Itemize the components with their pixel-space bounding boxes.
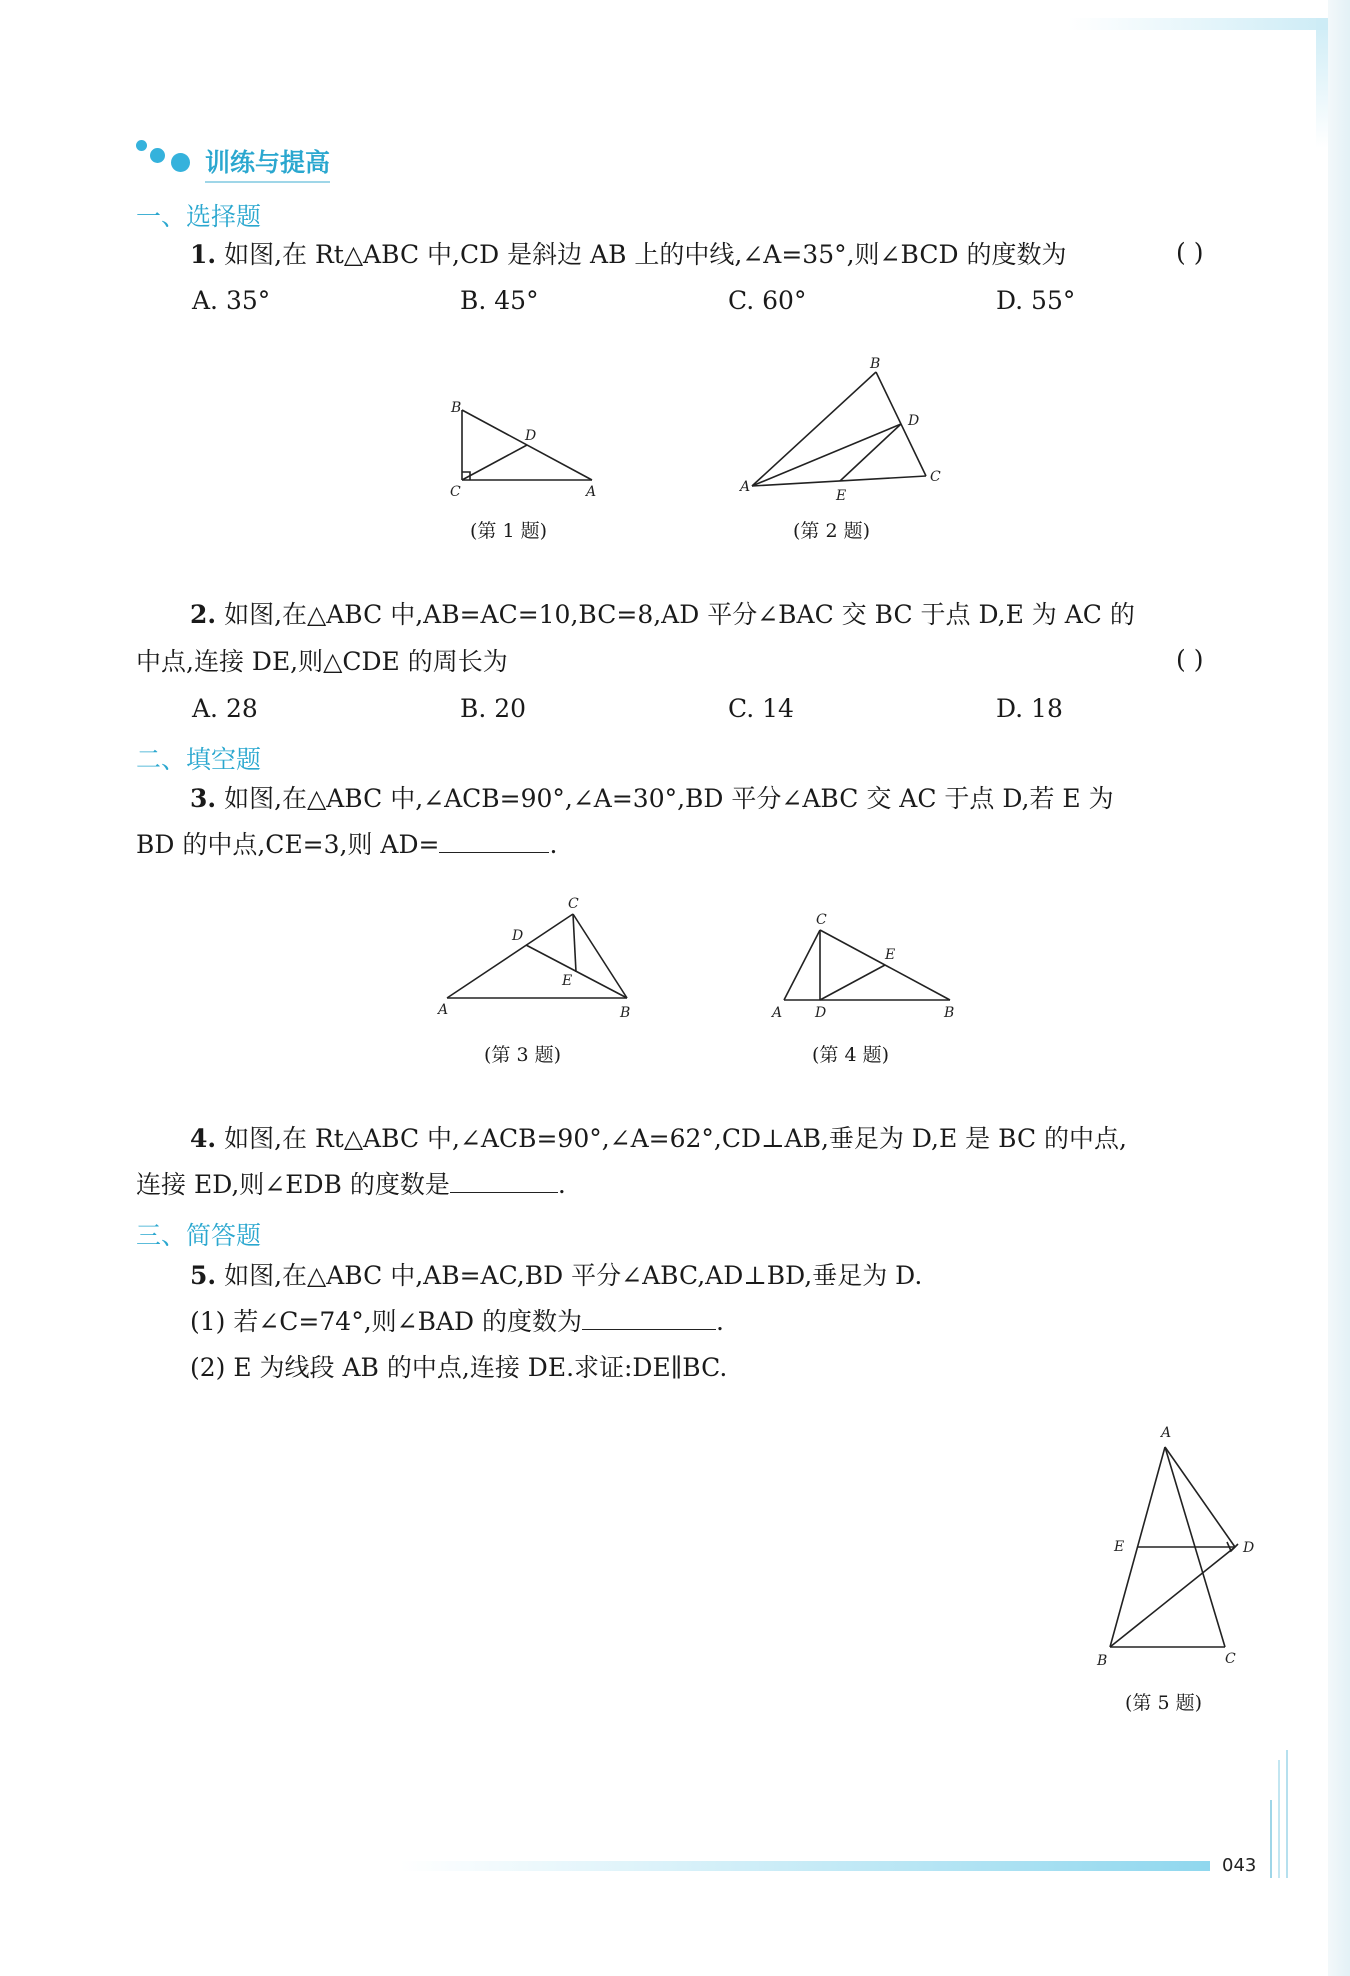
option-a: A. 35° [192,286,271,315]
answer-blank[interactable] [582,1307,716,1330]
footer-bar [400,1861,1210,1871]
section-heading-answer: 三、简答题 [136,1221,262,1250]
page-number: 043 [1222,1855,1257,1876]
footer-divider [1270,1800,1272,1878]
option-b: B. 45° [460,286,539,315]
figure-5-diagram [1085,1415,1265,1675]
figure-5-label: E [1114,1539,1125,1555]
figure-5-caption: (第 5 题) [1125,1692,1202,1714]
figure-4-label: D [815,1005,827,1021]
footer-divider [1278,1760,1280,1878]
question-4-text-line2: 连接 ED,则∠EDB 的度数是 . [136,1170,566,1199]
figure-1-label: A [586,484,597,500]
figure-5-label: A [1161,1425,1172,1441]
figure-4-label: A [772,1005,783,1021]
figure-3-diagram [430,895,640,1020]
answer-paren: ( ) [1176,645,1204,674]
question-2-text-line2: 中点,连接 DE,则△CDE 的周长为 [136,647,508,676]
question-3-text: 3. 如图,在△ABC 中,∠ACB=90°,∠A=30°,BD 平分∠ABC 交 AC 于点 D,若 E 为 [190,784,1114,813]
option-c: C. 60° [728,286,807,315]
figure-2-label: C [930,469,941,485]
figure-4-label: C [816,912,827,928]
figure-2-label: B [870,356,881,372]
option-b: B. 20 [460,694,527,723]
footer-divider [1286,1750,1288,1878]
figure-5-label: C [1225,1651,1236,1667]
figure-1-label: B [451,400,462,416]
figure-5-label: D [1243,1540,1255,1556]
section-heading-fill: 二、填空题 [136,745,262,774]
figure-3-label: C [568,896,579,912]
corner-decoration [1068,18,1328,30]
answer-paren: ( ) [1176,238,1204,267]
figure-4-diagram [762,910,962,1022]
answer-blank[interactable] [450,1170,558,1193]
answer-blank[interactable] [439,830,549,853]
figure-4-caption: (第 4 题) [812,1044,889,1066]
figure-3-label: B [620,1005,631,1020]
option-a: A. 28 [192,694,258,723]
figure-2-diagram [730,352,950,504]
figure-1-label: C [450,484,461,500]
figure-3-caption: (第 3 题) [484,1044,561,1066]
figure-4-label: B [944,1005,955,1021]
figure-2-label: D [908,413,920,429]
question-1-text: 1. 如图,在 Rt△ABC 中,CD 是斜边 AB 上的中线,∠A=35°,则∠BCD 的度数为 [190,240,1067,269]
figure-3-label: D [512,928,524,944]
page-edge [1328,0,1350,1976]
question-3-text-line2: BD 的中点,CE=3,则 AD= . [136,830,558,859]
option-d: D. 18 [996,694,1063,723]
section-title: 训练与提高 [205,143,330,183]
figure-5-label: B [1097,1653,1108,1669]
question-4-text: 4. 如图,在 Rt△ABC 中,∠ACB=90°,∠A=62°,CD⊥AB,垂足为 D,E 是 BC 的中点, [190,1124,1127,1153]
figure-2-label: E [836,488,847,504]
question-5-part-2: (2) E 为线段 AB 的中点,连接 DE.求证:DE∥BC. [190,1353,728,1382]
section-heading-choice: 一、选择题 [136,202,262,231]
question-2-text: 2. 如图,在△ABC 中,AB=AC=10,BC=8,AD 平分∠BAC 交 BC 于点 D,E 为 AC 的 [190,600,1135,629]
figure-2-caption: (第 2 题) [793,520,870,542]
figure-4-label: E [885,947,896,963]
figure-1-caption: (第 1 题) [470,520,547,542]
figure-1-label: D [525,428,537,444]
figure-3-label: A [438,1002,449,1018]
figure-1-diagram [440,395,610,510]
question-5-text: 5. 如图,在△ABC 中,AB=AC,BD 平分∠ABC,AD⊥BD,垂足为 D. [190,1261,923,1290]
option-c: C. 14 [728,694,794,723]
figure-3-label: E [562,973,573,989]
figure-2-label: A [740,479,751,495]
question-5-part-1: (1) 若∠C=74°,则∠BAD 的度数为 . [190,1307,724,1336]
corner-decoration-vertical [1316,18,1328,148]
option-d: D. 55° [996,286,1076,315]
